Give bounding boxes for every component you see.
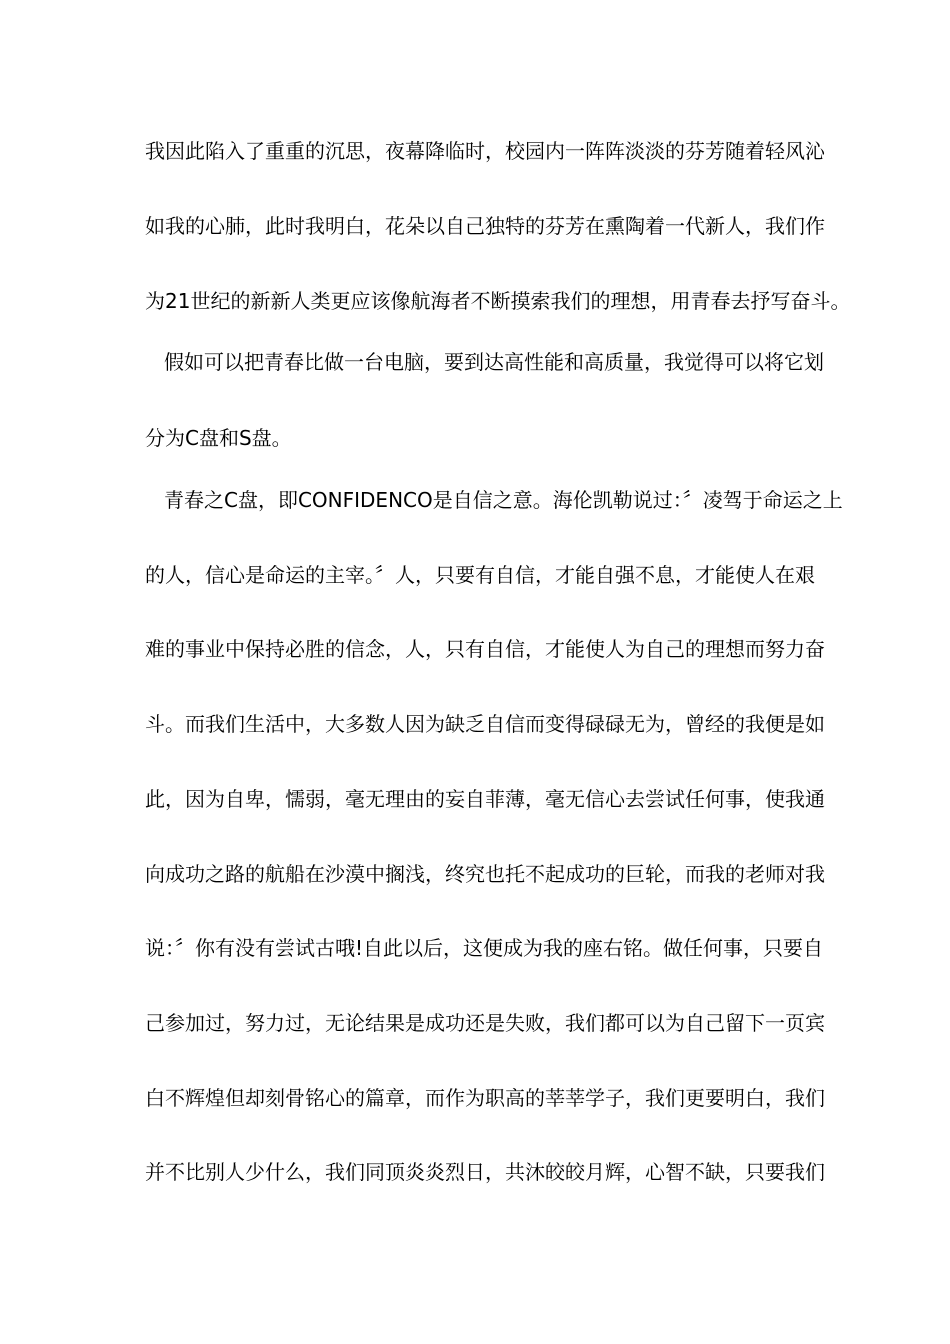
text-line: 说：〞你有没有尝试古哦!自此以后，这便成为我的座右铭。做任何事，只要自 bbox=[145, 936, 824, 960]
text-line: 向成功之路的航船在沙漠中搁浅，终究也托不起成功的巨轮，而我的老师对我 bbox=[145, 862, 825, 886]
text-line: 如我的心肺，此时我明白，花朵以自己独特的芬芳在熏陶着一代新人，我们作 bbox=[145, 214, 825, 238]
text-line: 己参加过，努力过，无论结果是成功还是失败，我们都可以为自己留下一页宾 bbox=[145, 1011, 825, 1035]
text-line: 为21世纪的新新人类更应该像航海者不断摸索我们的理想，用青春去抒写奋斗。 bbox=[145, 289, 851, 313]
text-line: 此，因为自卑，懦弱，毫无理由的妄自菲薄，毫无信心去尝试任何事，使我通 bbox=[145, 787, 825, 811]
text-line: 白不辉煌但却刻骨铭心的篇章，而作为职高的莘莘学子，我们更要明白，我们 bbox=[145, 1086, 825, 1110]
paragraph-start-line: 假如可以把青春比做一台电脑，要到达高性能和高质量，我觉得可以将它划 bbox=[164, 350, 824, 374]
text-line: 斗。而我们生活中，大多数人因为缺乏自信而变得碌碌无为，曾经的我便是如 bbox=[145, 712, 825, 736]
text-line: 的人，信心是命运的主宰。〞人，只要有自信，才能自强不息，才能使人在艰 bbox=[145, 563, 815, 587]
text-line: 我因此陷入了重重的沉思，夜幕降临时，校园内一阵阵淡淡的芬芳随着轻风沁 bbox=[145, 139, 825, 163]
text-line: 并不比别人少什么，我们同顶炎炎烈日，共沐皎皎月辉，心智不缺，只要我们 bbox=[145, 1160, 825, 1184]
text-line: 难的事业中保持必胜的信念，人，只有自信，才能使人为自己的理想而努力奋 bbox=[145, 637, 825, 661]
paragraph-start-line: 青春之C盘，即CONFIDENCO是自信之意。海伦凯勒说过：〞凌驾于命运之上 bbox=[164, 488, 843, 512]
text-line: 分为C盘和S盘。 bbox=[145, 426, 292, 450]
